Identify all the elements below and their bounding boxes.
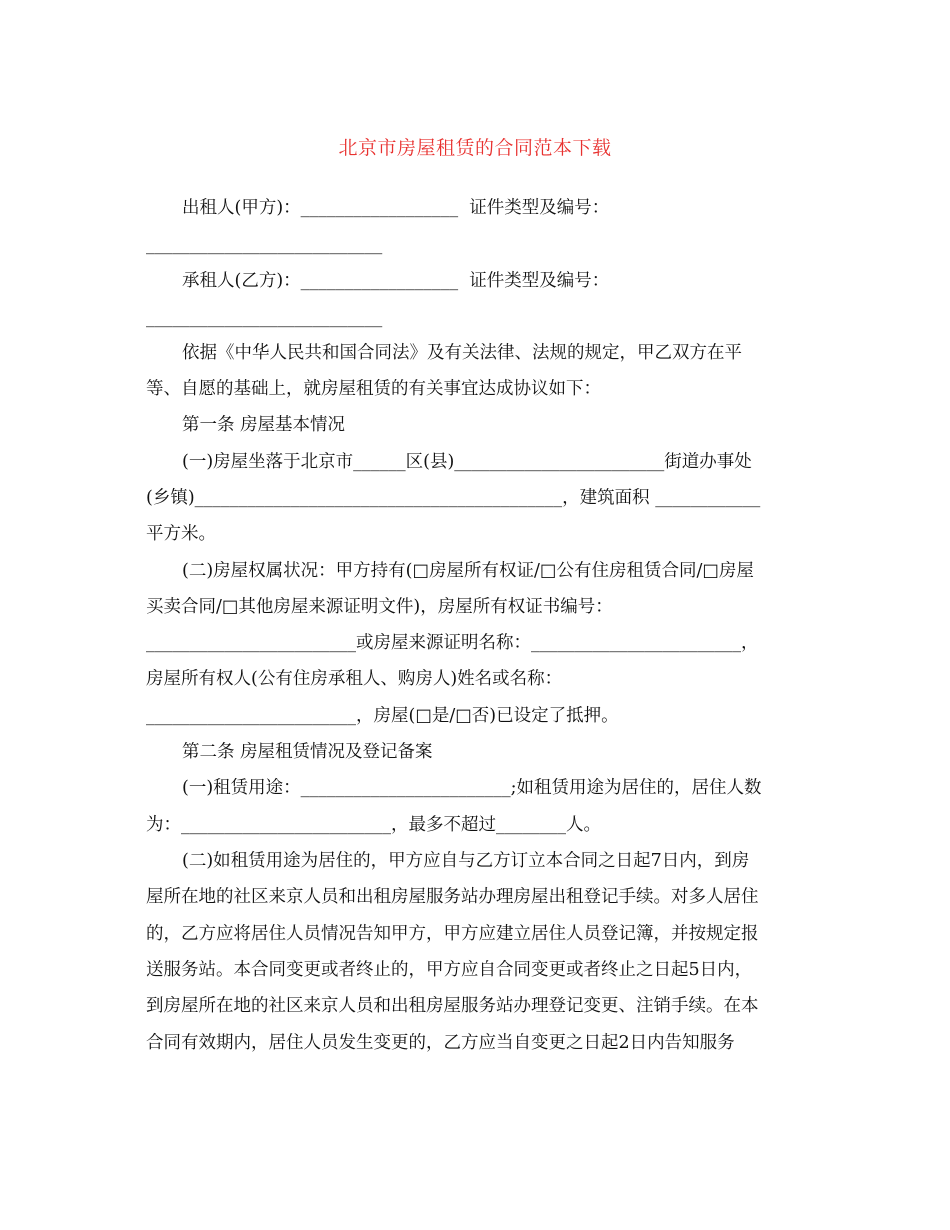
- body-line: ___________________________: [146, 308, 383, 328]
- body-line: 屋所在地的社区来京人员和出租房屋服务站办理房屋出租登记手续。对多人居住: [146, 887, 759, 907]
- body-line: 承租人(乙方)：__________________ 证件类型及编号：: [182, 271, 610, 291]
- body-line: (一)房屋坐落于北京市______区(县)________________________街道办事处: [182, 452, 752, 472]
- body-line: 的，乙方应将居住人员情况告知甲方，甲方应建立居住人员登记簿，并按规定报: [146, 924, 759, 944]
- body-line: 依据《中华人民共和国合同法》及有关法律、法规的规定，甲乙双方在平: [182, 343, 742, 363]
- body-line: 买卖合同/□其他房屋来源证明文件)，房屋所有权证书编号：: [146, 597, 613, 617]
- body-line: 第一条 房屋基本情况: [182, 415, 346, 435]
- body-line: 送服务站。本合同变更或者终止的，甲方应自合同变更或者终止之日起5日内，: [146, 960, 753, 980]
- body-line: (乡镇)__________________________________________，建筑面积 ____________: [146, 488, 761, 508]
- body-line: (二)房屋权属状况：甲方持有(□房屋所有权证/□公有住房租赁合同/□房屋: [182, 561, 754, 581]
- body-line: 合同有效期内，居住人员发生变更的，乙方应当自变更之日起2日内告知服务: [146, 1033, 735, 1053]
- body-line: 为：________________________，最多不超过________人。: [146, 815, 601, 835]
- body-line: (二)如租赁用途为居住的，甲方应自与乙方订立本合同之日起7日内，到房: [182, 851, 750, 871]
- body-line: 第二条 房屋租赁情况及登记备案: [182, 742, 433, 762]
- body-line: 房屋所有权人(公有住房承租人、购房人)姓名或名称：: [146, 669, 563, 689]
- body-line: 出租人(甲方)：__________________ 证件类型及编号：: [182, 198, 610, 218]
- body-line: 等、自愿的基础上，就房屋租赁的有关事宜达成协议如下：: [146, 379, 601, 399]
- body-line: ________________________，房屋(□是/□否)已设定了抵押。: [146, 706, 619, 726]
- body-line: ________________________或房屋来源证明名称：________________________，: [146, 633, 759, 653]
- body-line: 到房屋所在地的社区来京人员和出租房屋服务站办理登记变更、注销手续。在本: [146, 996, 759, 1016]
- body-line: (一)租赁用途：________________________;如租赁用途为居住的，居住人数: [182, 778, 762, 798]
- body-line: 平方米。: [146, 524, 216, 544]
- body-line: ___________________________: [146, 235, 383, 255]
- document-title: 北京市房屋租赁的合同范本下载: [338, 137, 612, 159]
